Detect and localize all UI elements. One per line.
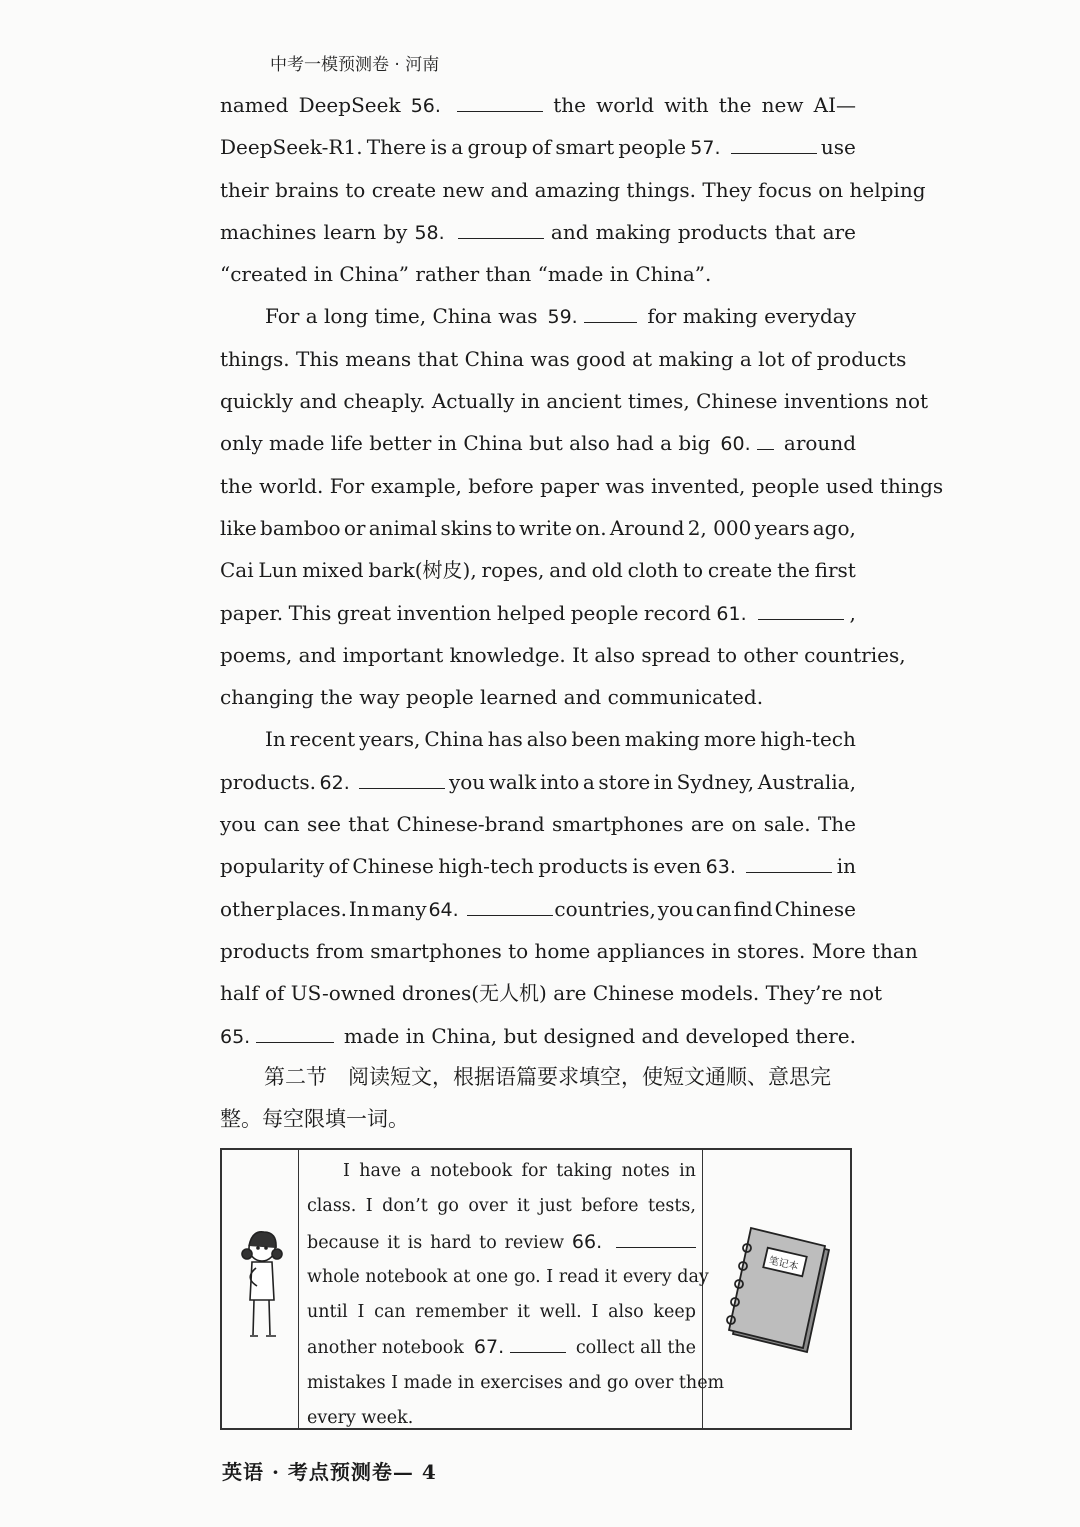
text-segment: collect all the — [575, 1338, 696, 1359]
text-segment: it — [387, 1232, 400, 1253]
passage-line — [220, 295, 856, 337]
box-line — [307, 1330, 696, 1365]
text-segment: with — [664, 93, 709, 117]
text-segment: things. This means that China was good at making a lot of products — [220, 346, 907, 371]
answer-blank[interactable] — [584, 321, 638, 323]
text-segment: are — [822, 219, 856, 244]
text-segment: class. — [307, 1196, 357, 1217]
passage-line — [220, 1015, 856, 1057]
question-number: 67. — [473, 1336, 505, 1359]
text-segment: keep — [653, 1302, 696, 1323]
text-segment: to — [495, 515, 516, 540]
text-segment: the — [718, 93, 752, 117]
passage-line — [220, 761, 856, 803]
text-segment: AI— — [813, 93, 856, 117]
answer-blank[interactable] — [467, 914, 553, 916]
text-segment: of — [328, 854, 348, 879]
passage — [220, 84, 944, 1057]
text-segment: can — [263, 812, 300, 837]
text-segment: I — [357, 1302, 365, 1323]
text-segment: made in China, but designed and developed there. — [343, 1023, 856, 1048]
question-number: 61. — [716, 602, 747, 625]
text-segment: people — [618, 135, 687, 160]
text-segment: taking — [556, 1161, 613, 1181]
box-line — [307, 1260, 709, 1295]
text-segment: the world. For example, before paper was invented, people used things — [220, 473, 944, 498]
notebook-illustration-cell — [703, 1150, 853, 1428]
text-segment: China — [424, 727, 484, 752]
text-segment: another notebook — [307, 1338, 464, 1359]
box-line — [307, 1401, 696, 1436]
text-segment: helped — [496, 600, 566, 625]
text-segment: countries, — [554, 896, 656, 921]
girl-illustration-cell — [222, 1150, 299, 1428]
passage-line — [220, 84, 856, 126]
text-segment: Lun — [258, 558, 298, 583]
passage-line — [220, 126, 856, 168]
text-segment: like — [220, 515, 257, 540]
text-segment: smart — [555, 135, 615, 160]
text-segment: old — [591, 558, 623, 583]
text-segment: you — [448, 769, 486, 794]
passage-line — [220, 592, 856, 634]
text-segment: a — [451, 135, 464, 160]
text-segment: learn — [323, 219, 377, 244]
passage-line — [220, 169, 926, 211]
text-segment: the — [553, 93, 586, 117]
answer-blank[interactable] — [758, 618, 844, 620]
text-segment: hard — [430, 1232, 472, 1253]
text-segment: and — [549, 558, 587, 583]
text-segment: can — [695, 896, 732, 921]
text-segment: paper. — [220, 600, 284, 625]
text-segment: skins — [440, 515, 493, 540]
text-segment: before — [581, 1196, 639, 1217]
question-number: 60. — [720, 433, 751, 456]
text-segment: have — [359, 1161, 402, 1181]
text-segment: quickly and cheaply. Actually in ancient times, Chinese inventions not — [220, 389, 929, 414]
question-number: 64. — [428, 898, 459, 921]
text-segment: In — [348, 896, 370, 921]
text-segment: Chinese-brand — [396, 812, 545, 837]
text-segment: also — [608, 1302, 644, 1323]
text-segment: are — [690, 812, 725, 837]
notebook-text-box — [220, 1148, 852, 1430]
text-segment: it — [516, 1196, 530, 1217]
text-segment: just — [539, 1196, 572, 1217]
text-segment: in — [836, 854, 856, 879]
text-segment: There — [366, 135, 427, 160]
text-segment: I — [365, 1196, 373, 1217]
text-segment: in — [679, 1161, 696, 1181]
instruction-line-2: 整。每空限填一词。 — [220, 1107, 409, 1131]
question-number: 66. — [571, 1230, 603, 1253]
text-segment: changing the way people learned and communicated. — [220, 685, 764, 710]
notebook-passage — [299, 1150, 725, 1429]
page-header: 中考一模预测卷 · 河南 — [270, 55, 440, 75]
text-segment: named — [220, 93, 289, 117]
text-segment: , — [849, 600, 856, 625]
text-segment: many — [371, 896, 427, 921]
text-segment: review — [504, 1232, 565, 1253]
text-segment: don’t — [382, 1196, 428, 1217]
passage-line — [220, 972, 883, 1014]
text-segment: on. — [575, 515, 607, 540]
text-segment: This — [288, 600, 332, 625]
text-segment: to — [479, 1232, 497, 1253]
answer-blank[interactable] — [616, 1246, 696, 1248]
text-segment: store — [598, 769, 651, 794]
text-segment: over — [468, 1196, 508, 1217]
text-segment: I — [343, 1161, 350, 1181]
text-segment: for making everyday — [647, 304, 856, 329]
text-segment: until — [307, 1302, 348, 1323]
text-segment: only made life better in China but also had a big — [220, 431, 711, 456]
answer-blank[interactable] — [746, 871, 832, 873]
text-segment: mistakes I made in exercises and go over them — [307, 1372, 725, 1393]
text-segment: making — [624, 727, 700, 752]
text-segment: products. — [220, 769, 316, 794]
text-segment: 2, 000 — [687, 515, 752, 540]
text-segment: every week. — [307, 1408, 414, 1429]
text-segment: their brains to create new and amazing things. They focus on helping — [220, 177, 926, 202]
text-segment: been — [571, 727, 621, 752]
text-segment: products from smartphones to home appliances in stores. More than — [220, 938, 918, 963]
instruction-line-1: 第二节 阅读短文，根据语篇要求填空，使短文通顺、意思完 — [264, 1065, 831, 1089]
text-segment: go — [437, 1196, 459, 1217]
notebook-label: 笔记本 — [767, 1255, 800, 1273]
question-number: 63. — [705, 856, 736, 879]
text-segment: people — [570, 600, 639, 625]
text-segment: a — [582, 769, 595, 794]
question-number: 59. — [547, 306, 578, 329]
passage-line — [220, 634, 906, 676]
text-segment: write — [519, 515, 572, 540]
text-segment: record — [643, 600, 711, 625]
text-segment: Sydney, — [676, 769, 755, 794]
passage-line — [220, 507, 856, 549]
answer-blank[interactable] — [510, 1351, 566, 1353]
text-segment: Chinese — [352, 854, 434, 879]
text-segment: is — [430, 135, 448, 160]
text-segment: world — [596, 93, 655, 117]
text-segment: Around — [609, 515, 685, 540]
text-segment: more — [703, 727, 757, 752]
answer-blank[interactable] — [731, 152, 817, 154]
passage-line — [220, 549, 856, 591]
text-segment: the — [777, 558, 810, 583]
text-segment: see — [306, 812, 341, 837]
text-segment: Chinese — [774, 896, 856, 921]
text-segment: products — [538, 854, 628, 879]
text-segment: is — [632, 854, 649, 879]
text-segment: The — [817, 812, 856, 837]
text-segment: smartphones — [552, 812, 684, 837]
text-segment: around — [783, 431, 856, 456]
box-line — [307, 1295, 696, 1330]
answer-blank[interactable] — [256, 1041, 334, 1043]
text-segment: notes — [621, 1161, 670, 1181]
text-segment: that — [774, 219, 816, 244]
text-segment: by — [383, 219, 408, 244]
text-segment: whole notebook at one go. I read it every day — [307, 1266, 709, 1287]
text-segment: it — [517, 1302, 530, 1323]
text-segment: great — [336, 600, 392, 625]
text-segment: bamboo — [260, 515, 341, 540]
text-segment: new — [761, 93, 804, 117]
passage-line — [220, 676, 856, 718]
text-segment: of — [531, 135, 552, 160]
text-segment: Australia, — [757, 769, 856, 794]
answer-blank[interactable] — [458, 237, 544, 239]
text-segment: because — [307, 1232, 380, 1253]
text-segment: find — [733, 896, 773, 921]
text-segment: or — [343, 515, 366, 540]
text-segment: high-tech — [438, 854, 534, 879]
passage-line — [220, 465, 944, 507]
text-segment: into — [539, 769, 580, 794]
text-segment: popularity — [220, 854, 325, 879]
text-segment: invention — [396, 600, 492, 625]
passage-line — [220, 211, 856, 253]
text-segment: remember — [415, 1302, 508, 1323]
box-line — [307, 1189, 696, 1224]
answer-blank[interactable] — [457, 110, 543, 112]
passage-line — [220, 718, 856, 760]
text-segment: has — [487, 727, 523, 752]
box-line — [307, 1366, 725, 1401]
text-segment: in — [653, 769, 674, 794]
answer-blank[interactable] — [359, 787, 445, 789]
passage-line — [220, 930, 918, 972]
passage-line — [220, 845, 856, 887]
text-segment: notebook — [430, 1161, 513, 1181]
notebook-icon — [703, 1150, 853, 1432]
text-segment: For a long time, China was — [265, 304, 538, 329]
text-segment: products — [677, 219, 768, 244]
question-number: 62. — [319, 771, 350, 794]
text-segment: “created in China” rather than “made in China”. — [220, 262, 712, 287]
text-segment: well. — [539, 1302, 582, 1323]
question-number: 57. — [690, 137, 721, 160]
text-segment: also — [526, 727, 568, 752]
box-line — [307, 1154, 696, 1189]
text-segment: you — [220, 812, 257, 837]
text-segment: a — [410, 1161, 421, 1181]
text-segment: years — [754, 515, 810, 540]
text-segment: DeepSeek — [298, 93, 401, 117]
text-segment: machines — [220, 219, 317, 244]
text-segment: ropes, — [481, 558, 545, 583]
text-segment: you — [657, 896, 694, 921]
text-segment: cloth — [627, 558, 679, 583]
girl-icon — [222, 1150, 298, 1432]
text-segment: to — [683, 558, 704, 583]
text-segment: bark(树皮), — [368, 558, 477, 583]
passage-line — [220, 380, 929, 422]
box-line — [307, 1225, 696, 1260]
text-segment: is — [407, 1232, 423, 1253]
text-segment: even — [653, 854, 702, 879]
text-segment: walk — [488, 769, 537, 794]
text-segment: can — [374, 1302, 406, 1323]
section-two-instructions — [220, 1056, 860, 1140]
text-segment: group — [467, 135, 528, 160]
text-segment: use — [820, 135, 856, 160]
passage-line — [220, 803, 856, 845]
text-segment: create — [707, 558, 773, 583]
text-segment: tests, — [647, 1196, 696, 1217]
text-segment: first — [814, 558, 856, 583]
text-segment: animal — [368, 515, 438, 540]
passage-line — [220, 888, 856, 930]
text-segment: In — [265, 727, 286, 752]
text-segment: that — [348, 812, 390, 837]
text-segment: Cai — [220, 558, 254, 583]
answer-blank[interactable] — [757, 448, 774, 450]
text-segment: making — [595, 219, 671, 244]
text-segment: poems, and important knowledge. It also spread to other countries, — [220, 642, 906, 667]
passage-line — [220, 338, 907, 380]
text-segment: high-tech — [760, 727, 856, 752]
text-segment: sale. — [763, 812, 811, 837]
passage-line — [220, 253, 856, 295]
text-segment: mixed — [302, 558, 364, 583]
text-segment: recent — [289, 727, 356, 752]
question-number: 58. — [414, 221, 445, 244]
text-segment: on — [731, 812, 757, 837]
page-footer: 英语 · 考点预测卷— 4 — [222, 1460, 437, 1484]
text-segment: half of US-owned drones(无人机) are Chinese models. They’re not — [220, 981, 883, 1006]
text-segment: for — [521, 1161, 547, 1181]
question-number: 56. — [410, 95, 441, 117]
text-segment: years, — [359, 727, 421, 752]
text-segment: and — [550, 219, 589, 244]
question-number: 65. — [220, 1025, 251, 1048]
text-segment: DeepSeek-R1. — [220, 135, 363, 160]
text-segment: other — [220, 896, 275, 921]
passage-line — [220, 422, 856, 464]
text-segment: ago, — [812, 515, 856, 540]
text-segment: I — [591, 1302, 599, 1323]
text-segment: places. — [276, 896, 347, 921]
